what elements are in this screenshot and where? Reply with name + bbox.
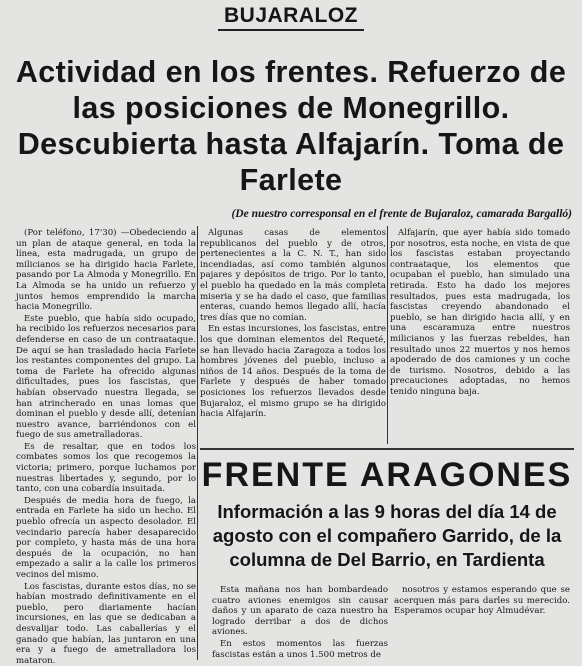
column-rule bbox=[387, 226, 388, 444]
sub-article-column-2 bbox=[394, 585, 570, 617]
column-rule bbox=[197, 226, 198, 660]
section-kicker: BUJARALOZ bbox=[218, 4, 364, 31]
article-column-2 bbox=[200, 228, 386, 420]
section-divider bbox=[200, 448, 574, 450]
paragraph: Alfajarín, que ayer había sido tomado por nosotros, esta noche, en vista de que los fascistas estaban proyectando contraataque, los elementos que ocupaban el pueblo, han simulado una retirada. Esto ha dado los mejores resultados, pues esta madrugada, los fascistas creyendo abandonado el pueblo, se han dirigido hacia allí, y en una escaramuza entre nuestros milicianos y las fuerzas rebeldes, han resultado unos 22 muertos y nos hemos apoderado de dos camiones y un coche de turismo. Nosotros, debido a las precauciones adoptadas, no hemos tenido ninguna baja. bbox=[390, 228, 570, 397]
section-kicker-wrap bbox=[0, 4, 582, 31]
sub-article-headline: Información a las 9 horas del día 14 de agosto con el compañero Garrido, de la columna de Del Barrio, en Tardienta bbox=[212, 501, 562, 570]
paragraph: En estas incursiones, los fascistas, entre los que dominan elementos del Requeté, se han llevado hacia Zaragoza a todos los hombres jóvenes del pueblo, incluso a niños de 14 años. Después de la toma de Farlete y después de haber tomado posiciones los refuerzos llevados desde Bujaraloz, el mismo grupo se ha dirigido hacia Alfajarín. bbox=[200, 324, 386, 420]
paragraph: Es de resaltar, que en todos los combates somos los que recogemos la victoria; primero, porque luchamos por nuestras libertades y, segundo, por lo tanto, con una cobardía insuitada. bbox=[16, 441, 196, 495]
sub-article-title: FRENTE ARAGONES bbox=[201, 456, 573, 494]
sub-article-column-1 bbox=[212, 585, 388, 660]
headline: Actividad en los frentes. Refuerzo de las posiciones de Monegrillo. Descubierta hasta Alfajarín. Toma de Farlete bbox=[15, 55, 567, 197]
paragraph: Algunas casas de elementos republicanos del pueblo y de otros, pertenecientes a la C. N. T., han sido incendiadas, así como también algunos pajares y depósitos de trigo. Por lo tanto, el pueblo ha quedado en la más completa miseria y se ha dado el caso, que familias enteras, cuando hemos llegado allí, hacía tres días que no comían. bbox=[200, 228, 386, 323]
paragraph: nosotros y estamos esperando que se acerquen más para darles su merecido. Esperamos ocupar hoy Almudévar. bbox=[394, 585, 570, 617]
paragraph: En estos momentos las fuerzas fascistas están a unos 1.500 metros de bbox=[212, 638, 388, 660]
paragraph: Los fascistas, durante estos días, no se habían mostrado definitivamente en el pueblo, pero diariamente hacían incursiones, en las que se dedicaban a desvalijar todo. Las caballerías y el ganado que habían, las juntaron en una era y a fuego de ametralladora los mataron. bbox=[16, 581, 196, 666]
article-column-3 bbox=[390, 228, 570, 398]
paragraph: Este pueblo, que había sido ocupado, ha recibido los refuerzos necesarios para defenderse en caso de un contraataque. De aquí se han trasladado hacia Farlete los restantes componentes del grupo. La toma de Farlete ha ofrecido algunas dificultades, pues los fascistas, que habían observado nuestra llegada, se han atrincherado en unas lomas que dominan el pueblo y desde allí, detenían nuestro avance, barriéndonos con el fuego de sus ametralladoras. bbox=[16, 313, 196, 441]
byline: (De nuestro corresponsal en el frente de Bujaraloz, camarada Bargalló) bbox=[231, 208, 572, 220]
paragraph: Después de media hora de fuego, la entrada en Farlete ha sido un hecho. El pueblo ofrecía un aspecto desolador. El vecindario parecía haber desaparecido por completo, y hasta más de una hora después de la ocupación, no han empezado a salir a la calle los primeros vecinos del mismo. bbox=[16, 495, 196, 580]
paragraph: (Por teléfono, 17'30) —Obedeciendo a un plan de ataque general, en toda la línea, esta madrugada, un grupo de milicianos se ha dirigido hacia Farlete, pasando por La Almoda y Monegrillo. En La Almoda se ha unido un refuerzo y juntos hemos emprendido la marcha hacia Monegrillo. bbox=[16, 228, 196, 313]
paragraph: Esta mañana nos han bombardeado cuatro aviones enemigos sin causar daños y un aparato de caza nuestro ha logrado derribar a dos de dichos aviones. bbox=[212, 585, 388, 638]
article-column-1 bbox=[16, 228, 196, 666]
